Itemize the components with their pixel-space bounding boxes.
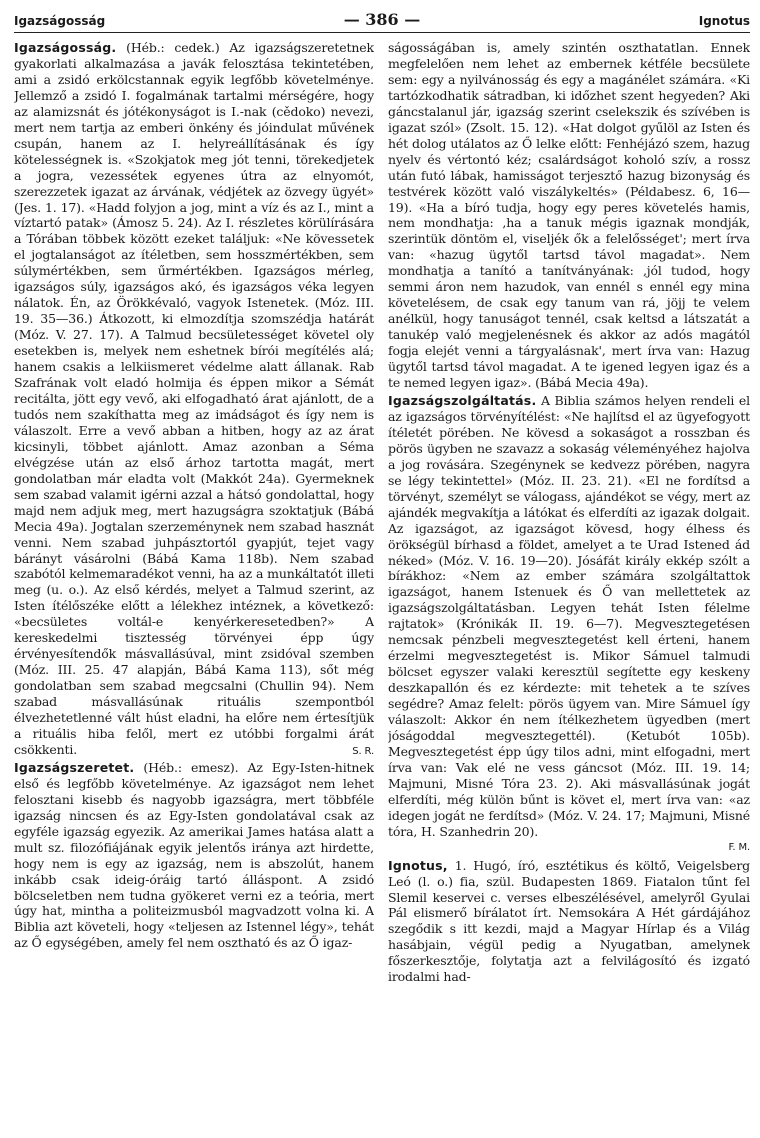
- entry-body: ságosságában is, amely szintén oszthatatlan. Ennek megfelelően nem lehet az embernek kétféle becsülete sem: egy a nyilvánosság és egy a magánélet számára. «Ki tartózkodhatik sátradban, ki időzhet szent hegyeden? Aki gáncstalanul jár, igazság szerint cselekszik és szívében is igazat szól» (Zsolt. 15. 12). «Hat dolgot gyűlöl az Isten és hét dolog utálatos az Ő lelke előtt: Fenhéjázó szem, hazug nyelv és vértontó kéz; csalárdságot koholó szív, a rossz után futó lábak, hamisságot terjesztő hazug bizonyság és testvérek között való viszálykeltés» (Példabesz. 6, 16—19). «Ha a bíró tudja, hogy egy peres követelés hamis, nem mondhatja: ,ha a tanuk mégis igaznak mondják, szerintük döntöm el, viseljék ők a felelősséget'; mert írva van: «hazug ügytől tartsd távol magadat». Nem mondhatja a tanító a tanítványának: ,jól tudod, hogy semmi áron nem hazudok, van ennél s ennél egy mina követelésem, de csak egy tanum van rá, jöjj te velem anélkül, hogy tanuságot tennél, csak keltsd a látszatát a tanukép való megjelenésnek és akkor az adós magától fogja elejét venni a tárgyalásnak', mert írva van: Hazug ügytől tartsd távol magadat. A te igened legyen igaz és a te nemed legyen igaz». (Bábá Mecia 49a).: [388, 40, 750, 391]
- entry-body: A Biblia számos helyen rendeli el az igazságos törvényítélést: «Ne hajlítsd el az ügyefogyott ítéletét pörében. Ne kövesd a sokaságot a rosszban és pörös ügyben ne szavazz a sokaság véleményéhez hajolva a jog rovására. Szegénynek se kedvezz pörében, nagyra se légy tekintettel» (Móz. II. 23. 21). «El ne fordítsd a törvényt, személyt se válogass, ajándékot se végy, mert az ajándék megvakítja a látókat és elferdíti az igazak dolgait. Az igazságot, az igazságot kövesd, hogy élhess és örökségül bírhasd a földet, amelyet a te Urad Istened ád néked» (Móz. V. 16. 19—20). Jósáfát király ekkép szólt a bírákhoz: «Nem az ember számára szolgáltattok igazságot, hanem Istenuek és Ő van mellettetek az igazságszolgáltatásban. Legyen tehát Isten félelme rajtatok» (Krónikák II. 19. 6—7). Megvesztegetésen nemcsak pénzbeli megvesztegetést kell érteni, hanem érzelmi megvesztegetést is. Mikor Sámuel talmudi bölcset egyszer valaki keresztül segítette egy keskeny deszkapallón és ez kérdezte: mit tehetek a te szíves segédre? Amaz felelt: pörös ügyem van. Mire Sámuel így válaszolt: Akkor én nem ítélkezhetem ügyedben (mert jóságoddal megvesztegettél). (Ketubót 105b). Megvesztegetést épp úgy tilos adni, mint elfogadni, mert írva van: Vak elé ne vess gáncsot (Móz. III. 19. 14; Majmuni, Misné Tóra 23. 2). Aki másvallásúnak jogát elferdíti, még külön bűnt is követ el, mert írva van: «az idegen jogát ne ferdítsd» (Móz. V. 24. 17; Majmuni, Misné tóra, H. Szanhedrin 20).: [388, 392, 750, 839]
- running-head-right: Ignotus: [698, 14, 750, 28]
- page-number: — 386 —: [343, 10, 421, 29]
- entry-igazsagszeretet-continued: [388, 40, 750, 391]
- entry-igazsagossag: [14, 40, 374, 758]
- headword: Igazságszeretet.: [14, 759, 135, 775]
- entry-body: (Héb.: cedek.) Az igazságszeretetnek gyakorlati alkalmazása a javák felosztása tekintetében, ami a zsidó erkölcstannak egyik legfőbb követelménye. Jellemző a zsidó I. fogalmának tartalmi mérségére, hogy az alamizsnát és jótékonyságot is I.-nak (cědoko) nevezi, mert nem tartja az emberi önkény és jóindulat művének csupán, hanem az I. helyreállításának és így kötelességnek is. «Szokjatok meg jót tenni, törekedjetek a jogra, vezessétek egyenes útra az elnyomót, szerezzetek igazat az árvának, védjétek az özvegy ügyét» (Jes. 1. 17). «Hadd folyjon a jog, mint a víz és az I., mint a víztartó patak» (Ámosz 5. 24). Az I. részletes körülírására a Tórában többek között ezeket találjuk: «Ne kövessetek el jogtalanságot az ítéletben, sem hosszmértékben, sem súlymértékben, sem űrmértékben. Igazságos mérleg, igazságos súly, igazságos akó, és igazságos véka legyen nálatok. Én, az Örökkévaló, vagyok Istenetek. (Móz. III. 19. 35—36.) Átkozott, ki elmozdítja szomszédja határát (Móz. V. 27. 17). A Talmud becsületességet követel oly esetekben is, melyek nem eshetnek bírói megítélés alá; hanem csakis a lelkiismeret védelme alatt állanak. Rab Szafrának volt eladó holmija és éppen mikor a Sémát recitálta, jött egy vevő, aki elfogadható árat ajánlott, de a tudós nem szakíthatta meg az imádságot és így nem is válaszolt. Erre a vevő abban a hitben, hogy az az árat kicsinyli, többet ajánlott. Amaz azonban a Séma elvégzése után az első árhoz tartotta magát, mert gondolatban már eladta volt (Makkót 24a). Gyermeknek sem szabad valamit igérni azzal a hátsó gondolattal, hogy majd nem adjuk meg, mert hazugságra szoktatjuk (Bábá Mecia 49a). Jogtalan szerzeménynek nem szabad hasznát venni. Nem szabad juhpásztortól gyapjút, tejet vagy bárányt vásárolni (Bábá Kama 118b). Nem szabad szabótól kelmemaradékot venni, ha az a munkáltatót illeti meg (u. o.). Az első kérdés, melyet a Talmud szerint, az Isten ítélőszéke előtt a lélekhez intéznek, a következő: «becsületes voltál-e kenyérkeresetedben?» A kereskedelmi tisztesség törvényei épp úgy érvényesítendők másvallásúval, mint zsidóval szemben (Móz. III. 25. 47 alapján, Bábá Kama 113), sőt még gondolatban sem szabad megcsalni (Chullin 94). Nem szabad másvallásúnak rituális szempontból élvezhetetlenné vált húst eladni, ha előre nem értesítjük a rituális hiba felől, mert ez utóbbi forgalmi árát csökkenti.: [14, 40, 374, 757]
- entry-igazsagszolgaltatas: [388, 393, 750, 856]
- left-column: [14, 40, 374, 1130]
- entry-igazsagszeretet: [14, 760, 374, 951]
- author-signature: F. M.: [728, 841, 750, 853]
- headword: Igazságszolgáltatás.: [388, 392, 537, 408]
- right-column: [388, 40, 750, 1130]
- headword: Igazságosság.: [14, 40, 117, 55]
- author-signature: S. R.: [352, 745, 374, 757]
- page-header: [14, 8, 750, 34]
- entry-ignotus: [388, 858, 750, 986]
- entry-body: 1. Hugó, író, esztétikus és költő, Veigelsberg Leó (l. o.) fia, szül. Budapesten 1869. Fiatalon tűnt fel Slemil keservei c. verses elbeszélésével, amelyről Gyulai Pál elismerő bírálatot írt. Nemsokára A Hét gárdájához szegődik s itt kezdi, majd a Magyar Hírlap és a Világ hasábjain, végül pedig a Nyugatban, amelynek főszerkesztője, folytatja azt a felvilágosító és izgató irodalmi had-: [388, 857, 750, 985]
- headword: Ignotus,: [388, 857, 448, 873]
- entry-body: (Héb.: emesz). Az Egy-Isten-hitnek első és legfőbb követelménye. Az igazságot nem lehet felosztani kisebb és nagyobb igazságra, mert többféle igazság nincsen és az Egy-Isten gondolatával csak az egyféle igazság egyezik. Az amerikai James hatása alatt a mult sz. filozófiájának egyik jelentős iránya azt hirdette, hogy nem is egy az igazság, nem is abszolút, hanem inkább csak ideig-óráig tartó álláspont. A zsidó bölcseletben nem tudna gyökeret verni ez a teória, mert úgy hat, mintha a politeizmusból magvadzott volna ki. A Biblia azt követeli, hogy «teljesen az Istennel légy», tehát az Ő egységében, amely fel nem osztható és az Ő igaz-: [14, 759, 374, 951]
- running-head-left: Igazságosság: [14, 14, 106, 28]
- header-rule: [14, 32, 750, 33]
